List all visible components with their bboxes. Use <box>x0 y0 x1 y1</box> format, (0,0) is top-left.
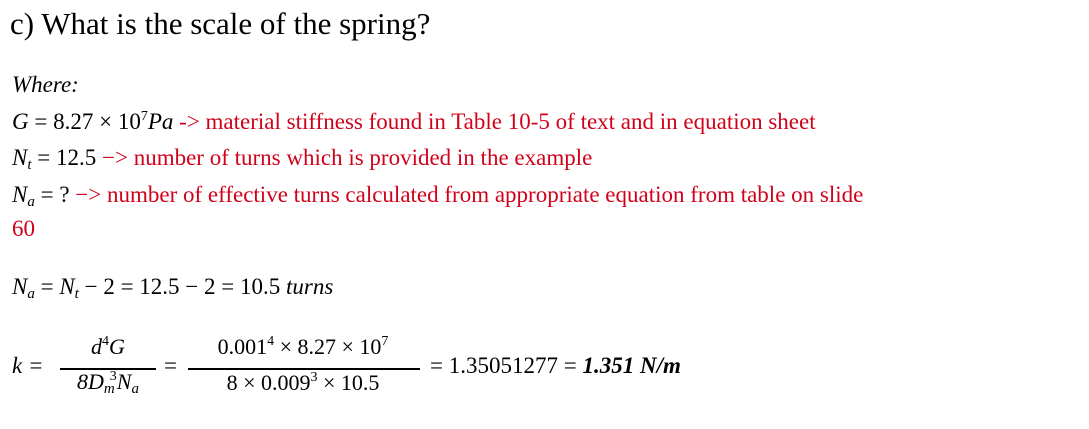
na-calc-subscript: a <box>27 286 35 302</box>
g-value: = 8.27 × 10 <box>28 109 141 134</box>
na-calc-unit: turns <box>285 274 334 299</box>
g-symbol: G <box>12 109 29 134</box>
den1-sub-m: m <box>103 381 115 397</box>
den2-exp: 3 <box>310 370 318 385</box>
fraction2-numerator <box>186 334 420 360</box>
k-result-bold: 1.351 N/m <box>582 353 681 378</box>
g-exponent: 7 <box>140 109 148 124</box>
na-description: −> number of effective turns calculated from appropriate equation from table on slide <box>75 182 864 207</box>
page-title: c) What is the scale of the spring? <box>10 6 431 41</box>
k-result-value: = 1.35051277 = <box>430 353 583 378</box>
den1-sub-a: a <box>131 381 139 397</box>
na-symbol: N <box>12 182 28 207</box>
num2-b: × 8.27 × 10 <box>274 334 382 359</box>
den1-n: N <box>116 369 132 394</box>
fraction2-denominator <box>186 370 420 396</box>
na-subscript: a <box>27 194 35 210</box>
g-description: -> material stiffness found in Table 10-5 of text and in equation sheet <box>179 109 816 134</box>
na-calc-arithmetic: − 2 = 12.5 − 2 = 10.5 <box>78 274 286 299</box>
g-unit: Pa <box>147 109 174 134</box>
g-definition-line <box>12 109 816 135</box>
k-lhs: k = <box>12 353 44 378</box>
den1-8d: 8D <box>77 369 104 394</box>
nt-symbol: N <box>12 145 28 170</box>
den2-b: × 10.5 <box>317 370 380 395</box>
den1-exp: 3 <box>109 369 117 384</box>
na-description-continued: 60 <box>12 216 35 241</box>
na-value: = ? <box>34 182 70 207</box>
num2-a: 0.001 <box>217 334 268 359</box>
na-calc-equals: = <box>34 274 60 299</box>
na-calculation <box>12 274 333 303</box>
na-calc-symbol: N <box>12 274 28 299</box>
nt-subscript: t <box>27 157 32 173</box>
k-result <box>430 353 681 379</box>
num1-d: d <box>91 334 103 359</box>
nt-description: −> number of turns which is provided in the example <box>102 145 593 170</box>
where-label: Where: <box>12 72 79 97</box>
den2-a: 8 × 0.009 <box>226 370 311 395</box>
fraction1-denominator <box>54 369 162 398</box>
fraction1-numerator <box>58 334 158 360</box>
nt-calc-subscript: t <box>74 286 79 302</box>
na-definition-line <box>12 182 863 211</box>
num1-exp: 4 <box>102 334 110 349</box>
nt-value: = 12.5 <box>31 145 97 170</box>
num2-exp2: 7 <box>381 334 389 349</box>
nt-calc-symbol: N <box>59 274 75 299</box>
nt-definition-line <box>12 145 592 174</box>
num2-exp: 4 <box>267 334 275 349</box>
num1-g: G <box>109 334 125 359</box>
equals-sign: = <box>164 353 177 378</box>
